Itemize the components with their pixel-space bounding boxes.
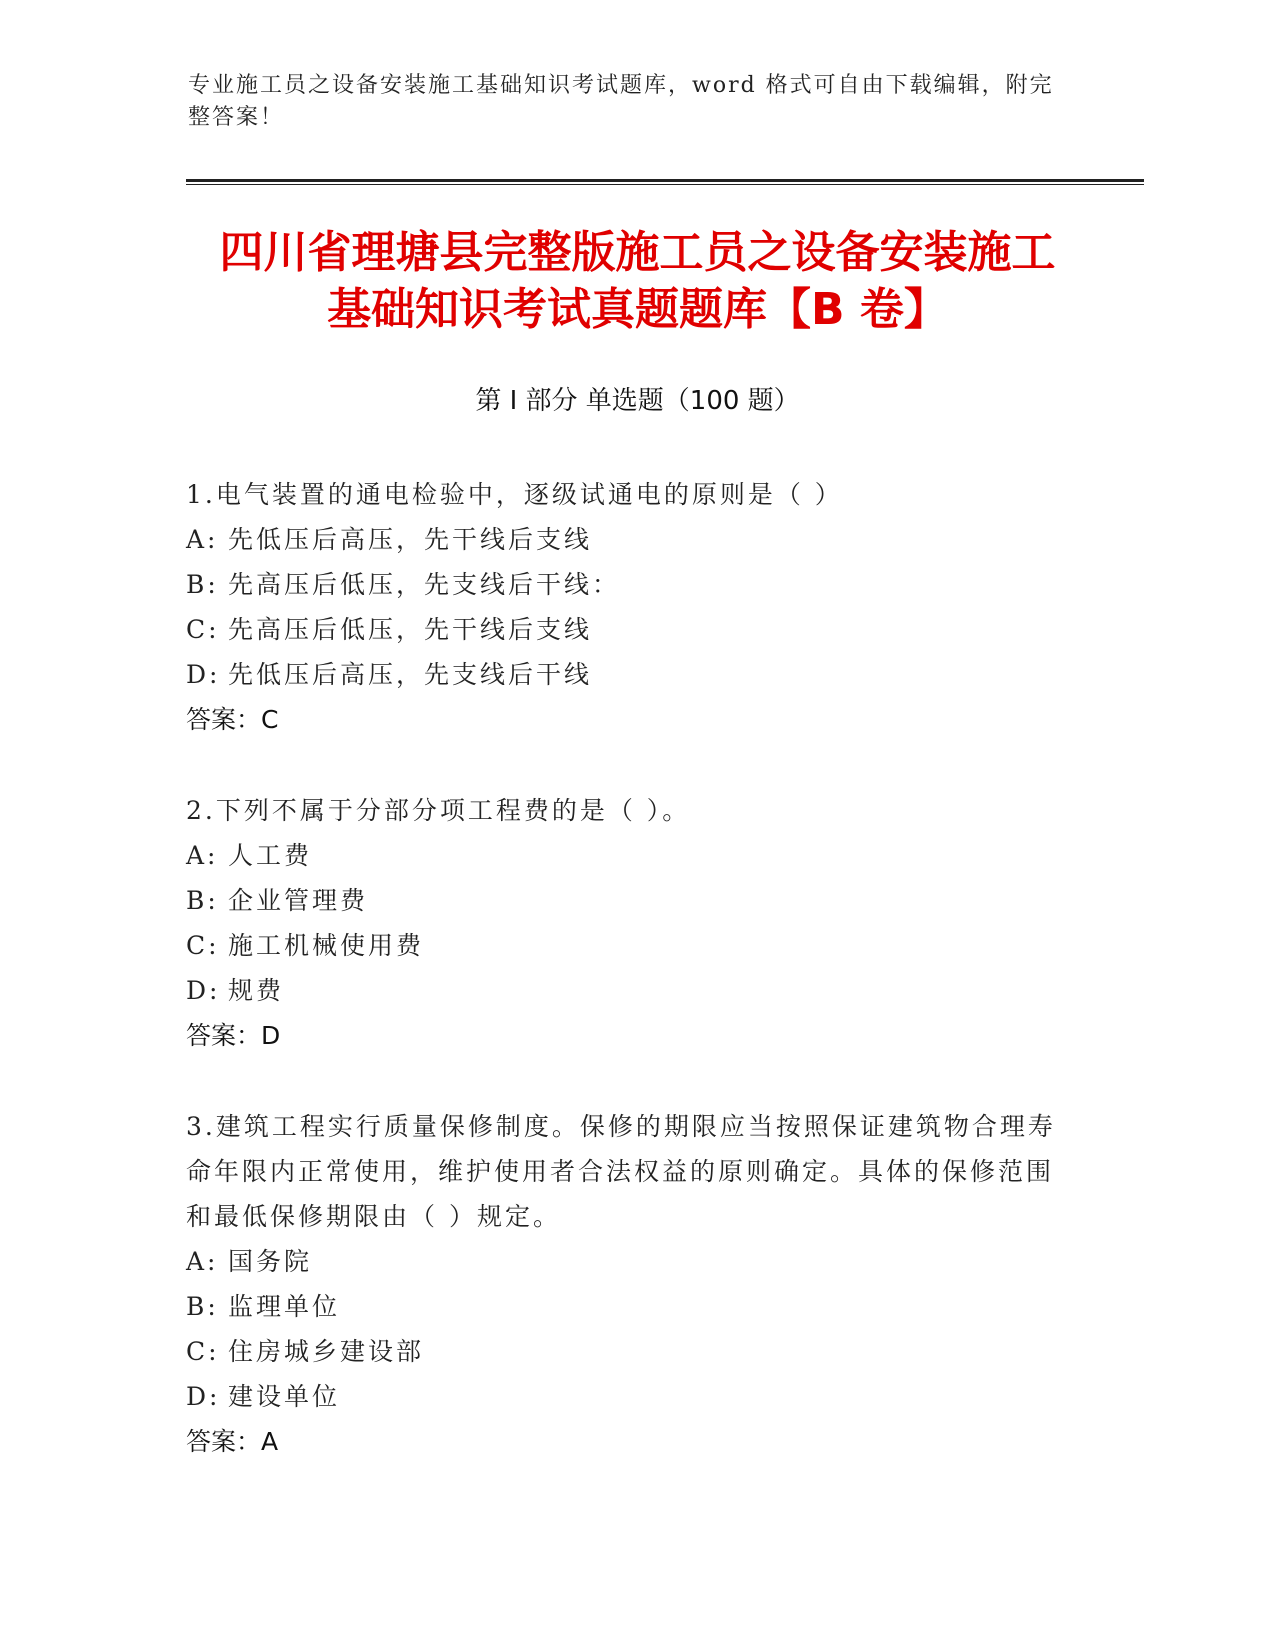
option-b [186,1284,1066,1329]
document-title [150,224,1125,338]
option-letter: D: [186,660,221,689]
option-letter: B: [186,886,219,915]
option-text: 先低压后高压，先支线后干线 [228,660,593,689]
document-title-line2: 基础知识考试真题题库【B 卷】 [327,284,948,335]
question-item [186,1104,1066,1464]
header-note: 专业施工员之设备安装施工基础知识考试题库，word 格式可自由下载编辑，附完整答案！ [188,73,1054,130]
option-letter: B: [186,1292,219,1321]
option-text: 企业管理费 [228,886,369,915]
option-text: 先高压后低压，先支线后干线： [228,570,621,599]
answer-line: 答案：D [186,1021,281,1050]
option-letter: A: [186,1247,219,1276]
option-letter: A: [186,841,219,870]
option-a [186,517,1066,562]
answer-line: 答案：C [186,705,279,734]
option-text: 规费 [228,976,285,1005]
option-letter: D: [186,976,221,1005]
question-stem: 2.下列不属于分部分项工程费的是（ ）。 [186,796,691,825]
option-text: 国务院 [228,1247,313,1276]
question-item [186,472,1066,742]
option-text: 先高压后低压，先干线后支线 [228,615,593,644]
option-d [186,652,1066,697]
section-heading: 第 I 部分 单选题（100 题） [475,386,800,416]
question-stem: 1.电气装置的通电检验中，逐级试通电的原则是（ ） [186,480,843,509]
option-text: 监理单位 [228,1292,341,1321]
option-c [186,1329,1066,1374]
option-d [186,968,1066,1013]
option-letter: B: [186,570,219,599]
header-divider-thin [186,184,1144,185]
option-letter: C: [186,615,220,644]
answer-line: 答案：A [186,1427,279,1456]
option-letter: C: [186,1337,220,1366]
question-stem: 3.建筑工程实行质量保修制度。保修的期限应当按照保证建筑物合理寿命年限内正常使用，维护使用者合法权益的原则确定。具体的保修范围和最低保修期限由（ ）规定。 [186,1112,1056,1231]
option-text: 先低压后高压，先干线后支线 [228,525,593,554]
option-letter: A: [186,525,219,554]
option-text: 人工费 [228,841,313,870]
option-text: 施工机械使用费 [228,931,425,960]
option-text: 建设单位 [228,1382,341,1411]
option-a [186,833,1066,878]
option-letter: D: [186,1382,221,1411]
header-divider-thick [186,179,1144,182]
option-b [186,878,1066,923]
option-text: 住房城乡建设部 [228,1337,425,1366]
option-c [186,923,1066,968]
option-letter: C: [186,931,220,960]
question-list [186,472,1066,1510]
option-a [186,1239,1066,1284]
option-c [186,607,1066,652]
option-d [186,1374,1066,1419]
option-b [186,562,1066,607]
question-item [186,788,1066,1058]
document-title-line1: 四川省理塘县完整版施工员之设备安装施工 [219,227,1056,278]
